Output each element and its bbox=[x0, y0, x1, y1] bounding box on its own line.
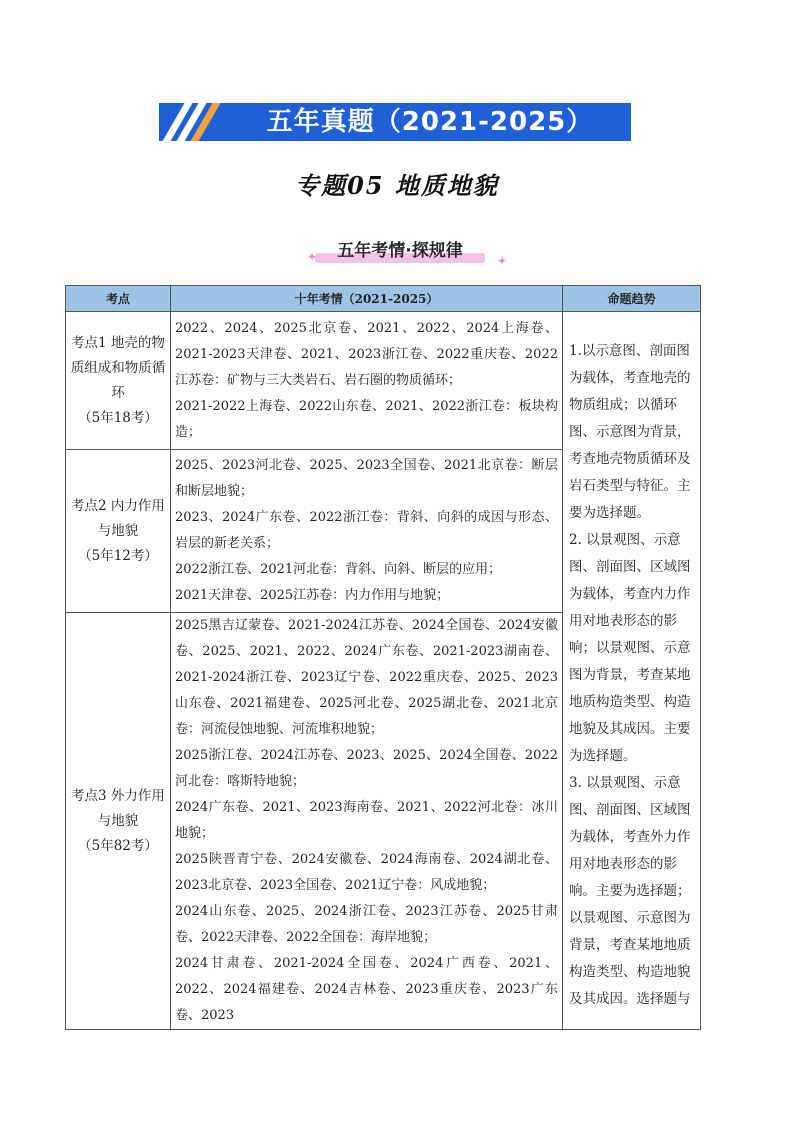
point-cell bbox=[66, 450, 171, 613]
point-cell bbox=[66, 312, 171, 450]
exam-line: 2022、2024、2025北京卷、2021、2022、2024上海卷、2021-2023天津卷、2021、2023浙江卷、2022重庆卷、2022江苏卷：矿物与三大类岩石、岩石圈的物质循环； bbox=[175, 320, 558, 388]
exams-cell bbox=[171, 613, 563, 1030]
exam-line: 2023、2024广东卷、2022浙江卷：背斜、向斜的成因与形态、岩层的新老关系； bbox=[175, 510, 558, 551]
section-title: 五年考情·探规律 bbox=[337, 241, 463, 261]
header-exams: 十年考情（2021-2025） bbox=[171, 286, 563, 312]
sparkle-icon: ✦ bbox=[307, 250, 318, 264]
trend-item: 1.以示意图、剖面图为载体，考查地壳的物质组成；以循环图、示意图为背景，考查地壳物质循环及岩石类型与特征。主要为选择题。 bbox=[569, 343, 691, 521]
trend-cell bbox=[563, 312, 701, 1030]
title-banner bbox=[159, 103, 631, 141]
page-subtitle: 专题05 地质地貌 bbox=[295, 171, 499, 200]
point-count: （5年18考） bbox=[78, 409, 158, 426]
exam-line: 2025、2023河北卷、2025、2023全国卷、2021北京卷：断层和断层地貌； bbox=[175, 458, 558, 499]
exam-line: 2025黑吉辽蒙卷、2021-2024江苏卷、2024全国卷、2024安徽卷、2025、2021、2022、2024广东卷、2021-2023湖南卷、2021-2024浙江卷、2023辽宁卷、2022重庆卷、2025、2023山东卷、2021福建卷、2025河北卷、2025湖北卷、2021北京卷：河流侵蚀地貌、河流堆积地貌； bbox=[175, 618, 558, 737]
exams-cell bbox=[171, 312, 563, 450]
trend-item: 2. 以景观图、示意图、剖面图、区域图为载体，考查内力作用对地表形态的影响；以景观图、示意图为背景，考查某地地质构造类型、构造地貌及其成因。主要为选择题。 bbox=[569, 532, 691, 764]
point-label: 考点2 内力作用与地貌 bbox=[71, 497, 165, 539]
exam-line: 2021-2022上海卷、2022山东卷、2021、2022浙江卷：板块构造； bbox=[175, 398, 558, 440]
exams-cell bbox=[171, 450, 563, 613]
trend-item: 3. 以景观图、示意图、剖面图、区域图为载体，考查外力作用对地表形态的影响。主要为选择题；以景观图、示意图为背景，考查某地地质构造类型、构造地貌及其成因。选择题与 bbox=[569, 775, 691, 1007]
sparkle-icon: ✦ bbox=[497, 254, 508, 268]
exam-line: 2024广东卷、2021、2023海南卷、2021、2022河北卷：冰川地貌； bbox=[175, 800, 558, 841]
section-header bbox=[307, 238, 508, 268]
header-point: 考点 bbox=[66, 286, 171, 312]
table-row bbox=[66, 312, 701, 450]
header-trend: 命题趋势 bbox=[563, 286, 701, 312]
point-count: （5年82考） bbox=[78, 837, 158, 854]
point-count: （5年12考） bbox=[78, 547, 158, 564]
table-header-row bbox=[66, 286, 701, 312]
exam-line: 2024甘肃卷、2021-2024全国卷、2024广西卷、2021、2022、2024福建卷、2024吉林卷、2023重庆卷、2023广东卷、2023 bbox=[175, 956, 558, 1023]
banner-title: 五年真题（2021-2025） bbox=[266, 107, 594, 137]
exam-line: 2024山东卷、2025、2024浙江卷、2023江苏卷、2025甘肃卷、2022天津卷、2022全国卷：海岸地貌； bbox=[175, 904, 558, 945]
exam-table bbox=[65, 285, 701, 1030]
exam-line: 2025陕晋青宁卷、2024安徽卷、2024海南卷、2024湖北卷、2023北京卷、2023全国卷、2021辽宁卷：风成地貌； bbox=[175, 852, 558, 893]
point-cell bbox=[66, 613, 171, 1030]
exam-line: 2021天津卷、2025江苏卷：内力作用与地貌； bbox=[175, 588, 450, 603]
point-label: 考点1 地壳的物质组成和物质循环 bbox=[70, 334, 166, 401]
point-label: 考点3 外力作用与地貌 bbox=[71, 787, 165, 829]
exam-line: 2025浙江卷、2024江苏卷、2023、2025、2024全国卷、2022河北卷：喀斯特地貌； bbox=[175, 748, 558, 789]
trend-wrap bbox=[569, 338, 696, 1021]
exam-line: 2022浙江卷、2021河北卷：背斜、向斜、断层的应用； bbox=[175, 562, 502, 577]
